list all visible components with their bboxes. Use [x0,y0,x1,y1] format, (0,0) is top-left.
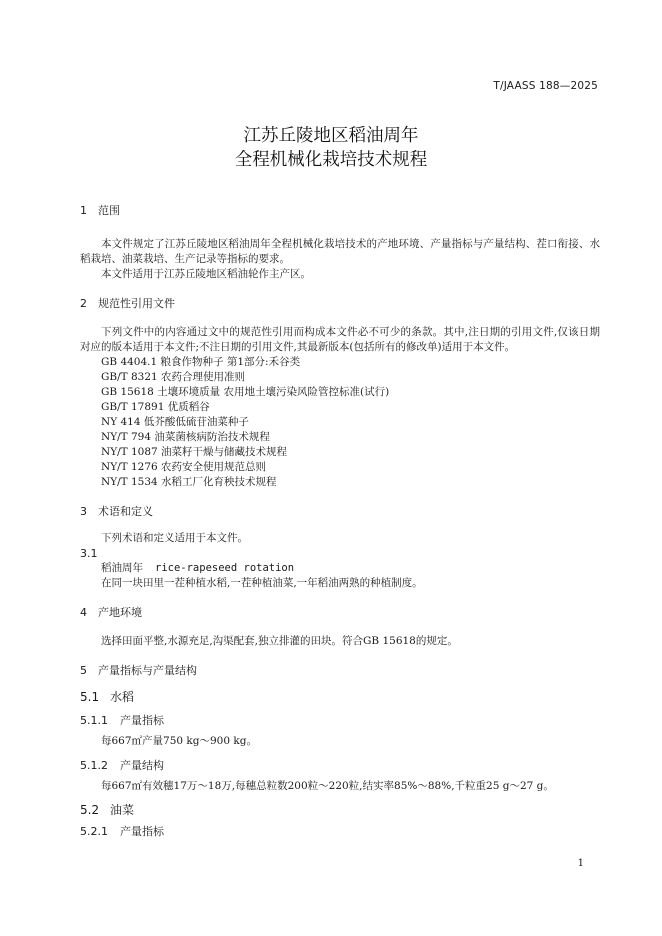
title-line-2: 全程机械化栽培技术规程 [234,150,428,170]
subsection-number: 5.1.1 [80,714,108,727]
terms-intro: 下列术语和定义适用于本文件。 [101,532,248,544]
section-number: 4 [80,606,87,619]
reference-item: GB 4404.1 粮食作物种子 第1部分:禾谷类 [101,356,301,368]
section-title: 术语和定义 [98,505,153,518]
subsection-title: 水稻 [110,690,135,704]
reference-item: GB 15618 土壤环境质量 农用地土壤污染风险管控标准(试行) [101,386,390,398]
document-body [80,203,600,839]
rice-yield-text: 每667㎡产量750 kg～900 kg。 [101,735,257,747]
section-number: 1 [80,204,87,217]
rice-yield-structure-text: 每667㎡有效穗17万～18万,每穗总粒数200粒～220粒,结实率85%～88%,千粒重25 g～27 g。 [101,780,554,792]
scope-paragraph-1: 本文件规定了江苏丘陵地区稻油周年全程机械化栽培技术的产地环境、产量指标与产量结构、茬口衔接、水稻栽培、油菜栽培、生产记录等指标的要求。 [80,238,600,265]
term-entry [80,561,600,576]
section-title: 产量指标与产量结构 [98,664,197,677]
subsection-5-2-heading [80,803,600,818]
section-title: 产地环境 [98,606,142,619]
reference-item: GB/T 8321 农药合理使用准则 [101,371,246,383]
reference-item: GB/T 17891 优质稻谷 [101,401,210,413]
page-number: 1 [577,858,584,869]
references-intro: 下列文件中的内容通过文中的规范性引用而构成本文件必不可少的条款。其中,注日期的引用文件,仅该日期对应的版本适用于本文件;不注日期的引用文件,其最新版本(包括所有的修改单)适用于本文件。 [80,326,600,353]
subsection-number: 5.2 [80,803,100,817]
subsection-title: 产量指标 [120,825,164,838]
term-definition: 在同一块田里一茬种植水稻,一茬种植油菜,一年稻油两熟的种植制度。 [101,577,423,589]
section-title: 范围 [98,204,120,217]
section-5-heading [80,663,600,678]
title-line-1: 江苏丘陵地区稻油周年 [243,126,419,146]
subsection-title: 产量指标 [120,714,164,727]
section-3-heading [80,504,600,519]
subsection-5-2-1-heading [80,824,600,839]
subsection-5-1-2-heading [80,758,600,773]
section-4-heading [80,605,600,620]
reference-item: NY/T 794 油菜菌核病防治技术规程 [101,431,270,443]
reference-item: NY/T 1087 油菜籽干燥与储藏技术规程 [101,446,288,458]
reference-item: NY 414 低芥酸低硫苷油菜种子 [101,416,249,428]
reference-item: NY/T 1276 农药安全使用规范总则 [101,461,267,473]
section-number: 5 [80,664,87,677]
section-1-heading [80,203,600,218]
document-id: T/JAASS 188—2025 [493,80,598,92]
subsection-number: 5.1 [80,690,100,704]
term-english: rice-rapeseed rotation [155,562,295,574]
subsection-number: 5.2.1 [80,825,108,838]
section-number: 2 [80,297,87,310]
subsection-5-1-heading [80,690,600,705]
subsection-5-1-1-heading [80,713,600,728]
section-number: 3 [80,505,87,518]
environment-paragraph: 选择田面平整,水源充足,沟渠配套,独立排灌的田块。符合GB 15618的规定。 [101,635,458,647]
section-title: 规范性引用文件 [98,297,175,310]
subsection-title: 产量结构 [120,759,164,772]
scope-paragraph-2: 本文件适用于江苏丘陵地区稻油轮作主产区。 [101,268,311,280]
reference-item: NY/T 1534 水稻工厂化育秧技术规程 [101,476,277,488]
section-2-heading [80,296,600,311]
subsection-title: 油菜 [110,803,135,817]
subsection-number: 5.1.2 [80,759,108,772]
term-number: 3.1 [80,547,98,560]
term-chinese: 稻油周年 [101,562,143,574]
